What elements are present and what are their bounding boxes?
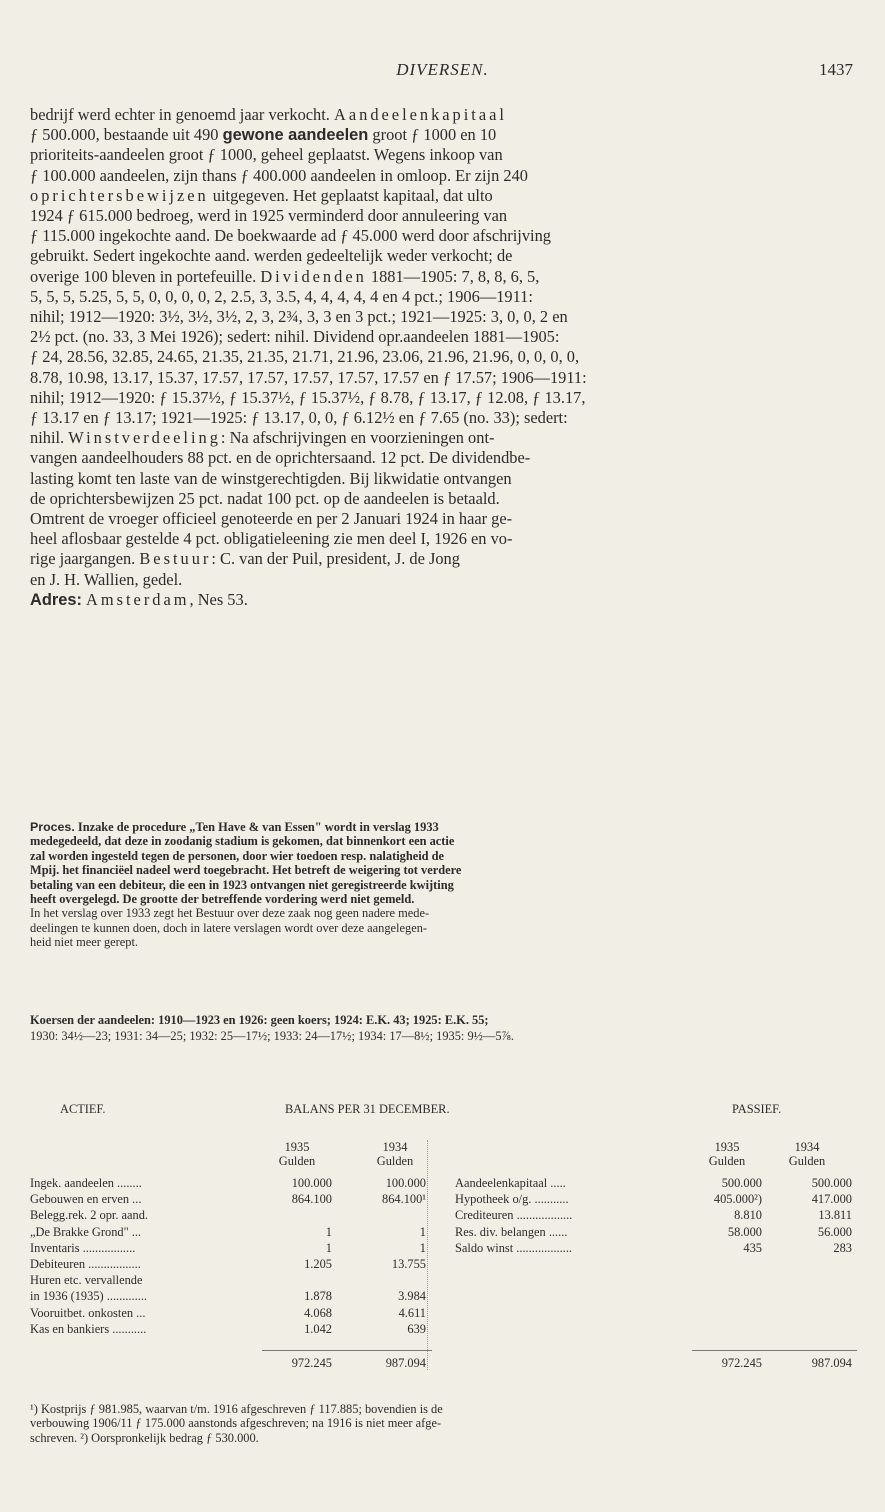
text-line [30,863,860,877]
text-segment: groot ƒ 1000 en 10 [368,125,497,145]
year-label: 1935 [714,1140,740,1154]
text-segment: rige jaargangen. [30,549,140,569]
text-line [30,549,860,569]
text-segment: ƒ 13.17 en ƒ 13.17; 1921—1925: ƒ 13.17, 0, 0, ƒ 6.12½ en ƒ 7.65 (no. 33); sedert: [30,408,568,428]
assets-total-1935: 972.245 [291,1356,332,1370]
text-segment: 1881—1905: 7, 8, 8, 6, 5, [366,266,540,286]
text-line [30,892,860,906]
koersen-paragraph [30,1012,860,1044]
text-segment: de oprichtersbewijzen 25 pct. nadat 100 pct. op de aandeelen is betaald. [30,488,500,508]
text-segment: en J. H. Wallien, gedel. [30,569,183,589]
proces-paragraph [30,820,860,950]
text-segment: ƒ 500.000, bestaande uit 490 [30,125,223,145]
liability-row-value-1934: 500.000 [811,1176,852,1190]
text-segment: Inzake de procedure „Ten Have & van Essen" wordt in verslag 1933 [74,820,439,834]
asset-row-value-1935: 1.205 [304,1257,332,1271]
liability-row-value-1934: 417.000 [811,1192,852,1207]
asset-row-value-1935: 1 [325,1240,332,1255]
text-segment: ƒ 115.000 ingekochte aand. De boekwaarde ad ƒ 45.000 werd door afschrijving [30,226,552,246]
column-divider [427,1140,428,1370]
liability-row-value-1934: 283 [833,1240,852,1255]
liability-row-label: Saldo winst .................. [455,1240,573,1255]
text-segment: gewone aandeelen [222,126,369,145]
liabilities-total-1935: 972.245 [721,1356,762,1370]
asset-row-value-1934: 1 [419,1240,426,1255]
text-segment: Aandeelenkapitaal [334,105,507,124]
text-line [30,105,860,125]
liabilities-col-1934 [772,1140,842,1168]
text-line [30,388,860,408]
text-line [30,307,860,327]
company-description [30,105,860,610]
footnote-line: verbouwing 1906/11 ƒ 175.000 aanstonds afgeschreven; na 1916 is niet meer afge- [30,1416,442,1431]
asset-row-value-1935: 100.000 [291,1176,332,1190]
address-street: , Nes 53. [189,589,248,609]
liability-row-label: Aandeelenkapitaal ..... [455,1176,566,1190]
unit-label: Gulden [278,1154,316,1168]
text-segment: In het verslag over 1933 zegt het Bestuur over deze zaak nog geen nadere mede- [30,906,430,921]
text-line [30,347,860,367]
text-line [30,878,860,892]
text-segment: deelingen te kunnen doen, doch in latere verslagen wordt over deze aangelegen- [30,920,428,935]
text-segment: Omtrent de vroeger officieel genoteerde en per 2 Januari 1924 in haar ge- [30,509,513,529]
text-line [30,529,860,549]
text-line [30,570,860,590]
page-header [0,60,885,84]
liabilities-total-rule [692,1350,857,1351]
asset-row-label: Belegg.rek. 2 opr. aand. [30,1208,149,1223]
asset-row-label: in 1936 (1935) ............. [30,1289,148,1304]
text-line [30,327,860,347]
assets-col-1935 [262,1140,332,1168]
text-segment: nihil; 1912—1920: ƒ 15.37½, ƒ 15.37½, ƒ 15.37½, ƒ 8.78, ƒ 13.17, ƒ 12.08, ƒ 13.17, [30,387,586,407]
liabilities-total-1934: 987.094 [811,1356,852,1370]
text-segment: lasting komt ten laste van de winstgerechtigden. Bij likwidatie ontvangen [30,468,512,488]
text-segment: medegedeeld, dat deze in zoodanig stadium is gekomen, dat binnenkort een actie [30,834,455,849]
liability-row-value-1935: 58.000 [727,1224,762,1239]
text-line [30,489,860,509]
text-segment: heid niet meer gerept. [30,935,139,950]
footnote-line: ¹) Kostprijs ƒ 981.985, waarvan t/m. 1916 afgeschreven ƒ 117.885; bovendien is de [30,1402,443,1416]
liability-row-value-1934: 13.811 [818,1208,852,1223]
asset-row-value-1934: 100.000 [385,1176,426,1190]
text-segment: : C. van der Puil, president, J. de Jong [211,549,460,569]
assets-total-rule [262,1350,432,1351]
running-title: DIVERSEN. [396,60,489,79]
asset-row-value-1935: 4.068 [304,1305,332,1320]
text-line [30,166,860,186]
liability-row-value-1935: 405.000²) [713,1192,762,1207]
assets-total-1934: 987.094 [385,1356,426,1370]
footnotes [30,1402,860,1445]
text-line [30,921,860,935]
text-segment: Winstverdeeling [68,428,221,448]
text-line [30,145,860,165]
unit-label: Gulden [376,1154,414,1168]
text-line [30,206,860,226]
asset-row-value-1935: 1.042 [304,1321,332,1336]
text-segment: gebruikt. Sedert ingekochte aand. werden gedeeltelijk weder verkocht; de [30,246,513,266]
text-line [30,448,860,468]
passief-heading: PASSIEF. [732,1102,782,1116]
text-segment: 5, 5, 5, 5.25, 5, 5, 0, 0, 0, 0, 2, 2.5, 3, 3.5, 4, 4, 4, 4, 4 en 4 pct.; 1906—1911: [30,286,533,306]
liability-row-value-1935: 8.810 [734,1208,762,1223]
text-segment: uitgegeven. Het geplaatst kapitaal, dat ulto [208,185,493,205]
asset-row-value-1935: 1.878 [304,1289,332,1304]
text-segment: heel aflosbaar gestelde 4 pct. obligatieleening zie men deel I, 1926 en vo- [30,529,513,549]
asset-row-label: „De Brakke Grond" ... [30,1224,142,1239]
address-city: Amsterdam [86,589,190,609]
unit-label: Gulden [708,1154,746,1168]
text-line [30,125,860,145]
text-segment: betaling van een debiteur, die een in 1923 ontvangen niet geregistreerde kwijting [30,877,454,892]
asset-row-value-1934: 3.984 [398,1289,426,1304]
asset-row-value-1935: 864.100 [291,1192,332,1207]
text-segment: nihil; 1912—1920: 3½, 3½, 3½, 2, 3, 2¾, 3, 3 en 3 pct.; 1921—1925: 3, 0, 0, 2 en [30,307,568,327]
liability-row-value-1935: 500.000 [721,1176,762,1190]
unit-label: Gulden [788,1154,826,1168]
address-line [30,590,860,610]
liabilities-col-1935 [692,1140,762,1168]
text-line [30,849,860,863]
text-segment: vangen aandeelhouders 88 pct. en de oprichtersaand. 12 pct. De dividendbe- [30,448,531,468]
text-line [30,408,860,428]
text-line [30,906,860,920]
text-segment: ƒ 100.000 aandeelen, zijn thans ƒ 400.000 aandeelen in omloop. Er zijn 240 [30,165,528,185]
text-segment: heeft overgelegd. De grootte der betreffende vordering werd niet gemeld. [30,892,415,907]
text-segment: zal worden ingesteld tegen de personen, door wier toedoen resp. nalatigheid de [30,848,445,863]
text-segment: nihil. [30,428,69,448]
text-line [30,834,860,848]
text-line [30,186,860,206]
year-label: 1934 [794,1140,820,1154]
liability-row-label: Crediteuren .................. [455,1208,573,1223]
text-line [30,226,860,246]
text-line [30,246,860,266]
text-line [30,820,860,834]
text-segment: Proces. [30,820,75,834]
asset-row-value-1934: 13.755 [391,1257,426,1271]
asset-row-value-1935: 1 [325,1224,332,1239]
text-line [30,1028,860,1044]
asset-row-value-1934: 1 [419,1224,426,1239]
asset-row-label: Inventaris ................. [30,1240,136,1255]
text-segment: 8.78, 10.98, 13.17, 15.37, 17.57, 17.57, 17.57, 17.57, 17.57 en ƒ 17.57; 1906—1911: [30,367,587,387]
footnote-line: schreven. ²) Oorspronkelijk bedrag ƒ 530.000. [30,1430,259,1445]
main-paragraph [30,105,860,590]
text-line [30,287,860,307]
text-segment: oprichtersbewijzen [30,185,209,205]
asset-row-label: Vooruitbet. onkosten ... [30,1305,146,1320]
liability-row-label: Hypotheek o/g. ........... [455,1192,569,1207]
asset-row-label: Kas en bankiers ........... [30,1321,147,1336]
balance-sheet [30,1102,860,1402]
year-label: 1935 [284,1140,310,1154]
assets-col-1934 [360,1140,430,1168]
text-segment: Mpij. het financiëel nadeel werd toegebracht. Het betreft de weigering tot verdere [30,863,462,878]
asset-row-value-1934: 4.611 [398,1305,426,1320]
asset-row-label: Huren etc. vervallende [30,1273,143,1288]
liability-row-value-1935: 435 [743,1240,762,1255]
text-segment: 1930: 34½—23; 1931: 34—25; 1932: 25—17½; 1933: 24—17½; 1934: 17—8½; 1935: 9½—5⅞. [30,1029,514,1043]
text-segment: bedrijf werd echter in genoemd jaar verkocht. [30,105,335,124]
text-segment: Dividenden [260,266,367,286]
text-segment: Koersen der aandeelen: 1910—1923 en 1926: geen koers; 1924: E.K. 43; 1925: E.K. 55; [30,1013,489,1027]
actief-heading: ACTIEF. [60,1102,106,1116]
year-label: 1934 [382,1140,408,1154]
text-line [30,267,860,287]
asset-row-label: Gebouwen en erven ... [30,1192,142,1207]
text-segment: : Na afschrijvingen en voorzieningen ont- [220,428,495,448]
text-segment: 2½ pct. (no. 33, 3 Mei 1926); sedert: nihil. Dividend opr.aandeelen 1881—1905: [30,327,560,347]
text-line [30,1012,860,1028]
text-segment: ƒ 24, 28.56, 32.85, 24.65, 21.35, 21.35, 21.71, 21.96, 23.06, 21.96, 21.96, 0, 0, 0, 0, [30,347,580,367]
text-segment: overige 100 bleven in portefeuille. [30,266,261,286]
asset-row-value-1934: 864.100¹ [382,1192,426,1207]
text-line [30,469,860,489]
liability-row-value-1934: 56.000 [817,1224,852,1239]
text-segment: 1924 ƒ 615.000 bedroeg, werd in 1925 verminderd door annuleering van [30,206,508,226]
balance-title: BALANS PER 31 DECEMBER. [285,1102,450,1116]
address-label: Adres: [30,590,82,609]
text-segment: Bestuur [139,549,212,569]
text-line [30,935,860,949]
asset-row-value-1934: 639 [407,1321,426,1336]
text-line [30,428,860,448]
asset-row-label: Debiteuren ................. [30,1257,141,1271]
liability-row-label: Res. div. belangen ...... [455,1224,568,1239]
text-segment: prioriteits-aandeelen groot ƒ 1000, geheel geplaatst. Wegens inkoop van [30,145,503,165]
asset-row-label: Ingek. aandeelen ........ [30,1176,142,1190]
text-line [30,368,860,388]
page-number: 1437 [819,60,853,79]
text-line [30,509,860,529]
